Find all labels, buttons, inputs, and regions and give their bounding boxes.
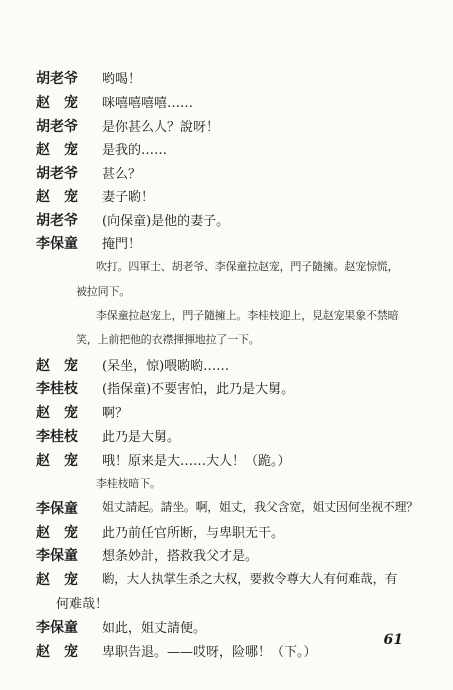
- dialogue-text: 是你甚么人？說呀！: [102, 120, 220, 135]
- dialogue-text: 卑职告退。——哎呀，险哪！（下。）: [102, 645, 317, 660]
- speaker-name: 赵 宠: [36, 644, 78, 660]
- dialogue-text: 姐丈請起。請坐。啊，姐丈，我父含宽，姐丈因何坐视不理？: [102, 500, 418, 514]
- dialogue-text: 掩門！: [102, 237, 142, 252]
- dialogue-line: [0, 426, 453, 452]
- speaker-name: 赵 宠: [36, 358, 78, 374]
- dialogue-line: [0, 92, 453, 118]
- stage-direction: [0, 331, 453, 357]
- dialogue-line: [0, 450, 453, 476]
- page-number: 61: [383, 632, 403, 648]
- dialogue-text: 此乃是大舅。: [102, 430, 181, 445]
- dialogue-text: 是我的……: [102, 143, 168, 158]
- dialogue-text: 此乃前任官所断，与卑职无干。: [102, 526, 285, 541]
- speaker-name: 李保童: [36, 236, 78, 252]
- dialogue-line: [0, 569, 453, 595]
- stage-direction-text: 李保童拉赵宠上，門子隨擁上。李桂枝迎上，見赵宠果象不禁暗: [96, 309, 399, 322]
- dialogue-text: 何难哉！: [56, 597, 109, 612]
- dialogue-text: (指保童)不要害怕，此乃是大舅。: [102, 382, 295, 397]
- speaker-name: 李桂枝: [36, 381, 78, 397]
- stage-direction: [0, 258, 453, 284]
- dialogue-text: (呆坐，惊)喂喲喲……: [102, 359, 230, 374]
- dialogue-text: 咪嘻嘻嘻嘻……: [102, 96, 194, 111]
- dialogue-text: 如此，姐丈請便。: [102, 621, 207, 636]
- speaker-name: 胡老爷: [36, 166, 78, 182]
- speaker-name: 李桂枝: [36, 429, 78, 445]
- speaker-name: 赵 宠: [36, 453, 78, 469]
- dialogue-line: [0, 545, 453, 571]
- dialogue-text: 甚么？: [102, 167, 142, 182]
- dialogue-line: [0, 402, 453, 428]
- speaker-name: 赵 宠: [36, 142, 78, 158]
- speaker-name: 赵 宠: [36, 572, 78, 588]
- dialogue-line: [0, 139, 453, 165]
- stage-direction-text: 笑，上前把他的衣襟揮揮地拉了一下。: [76, 333, 260, 346]
- dialogue-line: [0, 498, 453, 524]
- stage-direction-text: 李桂枝暗下。: [96, 477, 161, 490]
- speaker-name: 胡老爷: [36, 119, 78, 135]
- speaker-name: 赵 宠: [36, 95, 78, 111]
- dialogue-continuation: [0, 593, 453, 619]
- speaker-name: 赵 宠: [36, 525, 78, 541]
- speaker-name: 李保童: [36, 620, 78, 636]
- speaker-name: 李保童: [36, 501, 78, 517]
- dialogue-text: 哟喝！: [102, 72, 142, 87]
- dialogue-text: 想条妙計，搭救我父才是。: [102, 549, 259, 564]
- stage-direction-text: 吹打。四軍士、胡老爷、李保童拉赵宠，門子隨擁。赵宠惊慌，: [96, 260, 399, 273]
- dialogue-text: 啊？: [102, 406, 129, 421]
- stage-direction-text: 被拉同下。: [76, 285, 130, 298]
- dialogue-line: [0, 68, 453, 94]
- speaker-name: 李保童: [36, 548, 78, 564]
- dialogue-text: 妻子喲！: [102, 190, 155, 205]
- speaker-name: 胡老爷: [36, 213, 78, 229]
- speaker-name: 赵 宠: [36, 405, 78, 421]
- dialogue-text: 喲，大人执掌生杀之大权，要救令尊大人有何难哉，有: [102, 571, 398, 586]
- dialogue-text: (向保童)是他的妻子。: [102, 214, 230, 229]
- dialogue-line: [0, 233, 453, 259]
- speaker-name: 胡老爷: [36, 71, 78, 87]
- stage-direction: [0, 307, 453, 333]
- dialogue-line: [0, 378, 453, 404]
- stage-direction: [0, 283, 453, 309]
- speaker-name: 赵 宠: [36, 189, 78, 205]
- dialogue-text: 哦！原来是大……大人！（跪。）: [102, 454, 291, 469]
- dialogue-line: [0, 186, 453, 212]
